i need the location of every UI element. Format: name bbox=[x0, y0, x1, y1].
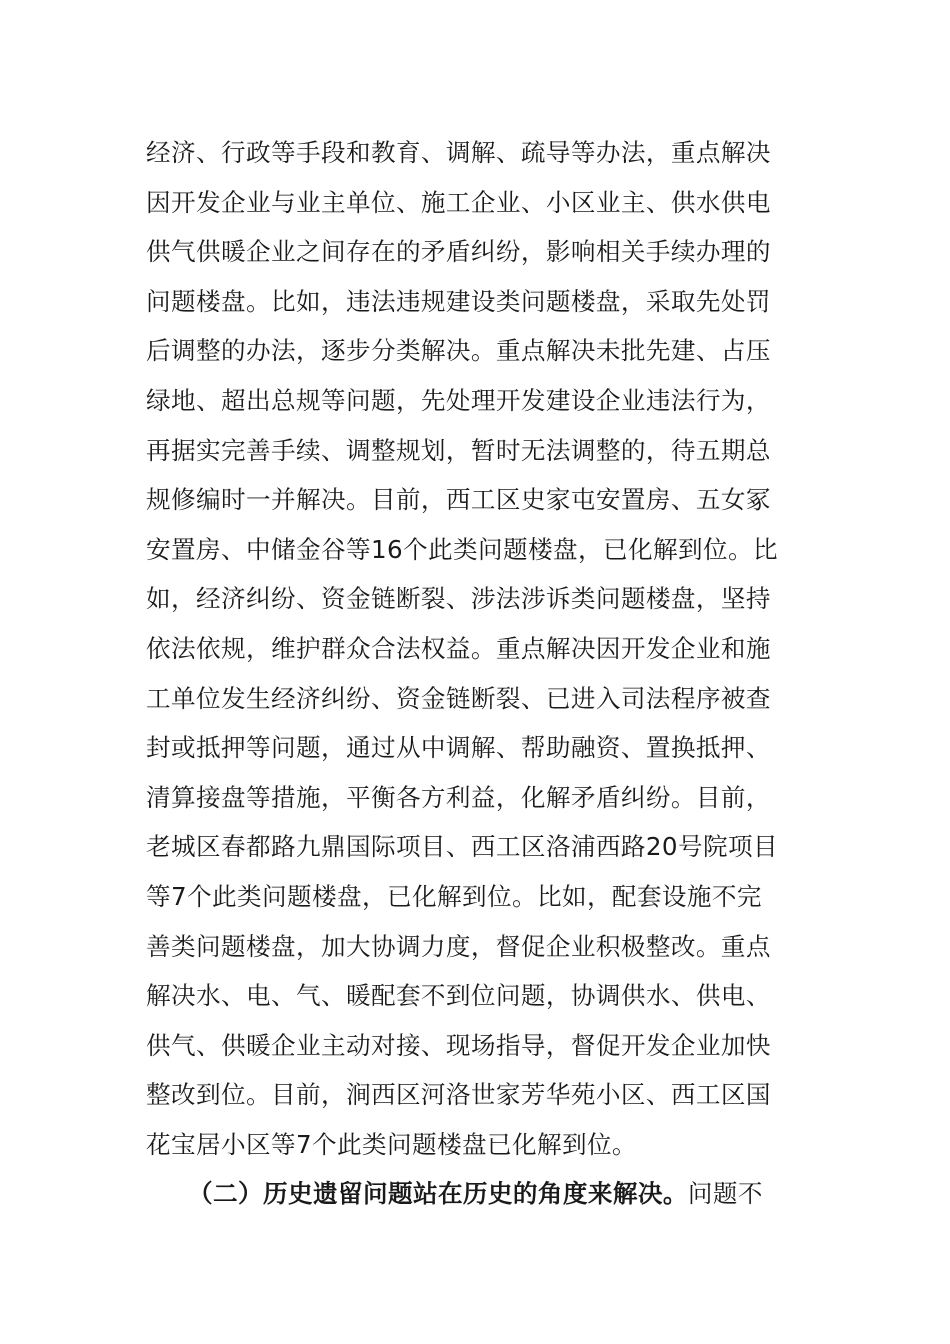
paragraph-line-16: 等7个此类问题楼盘，已化解到位。比如，配套设施不完 bbox=[146, 881, 762, 911]
paragraph-line-11: 依法依规，维护群众合法权益。重点解决因开发企业和施 bbox=[146, 633, 771, 663]
paragraph-line-1: 经济、行政等手段和教育、调解、疏导等办法，重点解决 bbox=[146, 138, 771, 167]
paragraph-line-3: 供气供暖企业之间存在的矛盾纠纷，影响相关手续办理的 bbox=[146, 237, 771, 267]
paragraph-line-21: 花宝居小区等7个此类问题楼盘已化解到位。 bbox=[146, 1129, 637, 1159]
paragraph-line-13: 封或抵押等问题，通过从中调解、帮助融资、置换抵押、 bbox=[146, 733, 771, 763]
paragraph-line-12: 工单位发生经济纠纷、资金链断裂、已进入司法程序被查 bbox=[146, 683, 771, 713]
paragraph-line-9: 安置房、中储金谷等16个此类问题楼盘，已化解到位。比 bbox=[146, 534, 778, 564]
paragraph-line-2: 因开发企业与业主单位、施工企业、小区业主、供水供电 bbox=[146, 187, 771, 217]
paragraph-line-15: 老城区春都路九鼎国际项目、西工区洛浦西路20号院项目 bbox=[146, 832, 778, 862]
paragraph-line-17: 善类问题楼盘，加大协调力度，督促企业积极整改。重点 bbox=[146, 931, 771, 961]
document-body bbox=[146, 128, 806, 1219]
paragraph-line-20: 整改到位。目前，涧西区河洛世家芳华苑小区、西工区国 bbox=[146, 1080, 771, 1110]
paragraph-line-6: 绿地、超出总规等问题，先处理开发建设企业违法行为， bbox=[146, 385, 771, 415]
paragraph-line-4: 问题楼盘。比如，违法违规建设类问题楼盘，采取先处罚 bbox=[146, 286, 771, 316]
paragraph-line-19: 供气、供暖企业主动对接、现场指导，督促开发企业加快 bbox=[146, 1030, 771, 1060]
section-heading-line bbox=[146, 1169, 806, 1219]
section-heading: （二）历史遗留问题站在历史的角度来解决。 bbox=[188, 1179, 688, 1209]
paragraph-line-7: 再据实完善手续、调整规划，暂时无法调整的，待五期总 bbox=[146, 435, 771, 465]
paragraph-line-14: 清算接盘等措施，平衡各方利益，化解矛盾纠纷。目前， bbox=[146, 782, 771, 812]
paragraph-line-10: 如，经济纠纷、资金链断裂、涉法涉诉类问题楼盘，坚持 bbox=[146, 584, 771, 614]
section-continuation: 问题不 bbox=[687, 1179, 763, 1209]
paragraph-line-18: 解决水、电、气、暖配套不到位问题，协调供水、供电、 bbox=[146, 981, 771, 1011]
paragraph-line-5: 后调整的办法，逐步分类解决。重点解决未批先建、占压 bbox=[146, 336, 771, 366]
paragraph-line-8: 规修编时一并解决。目前，西工区史家屯安置房、五女冢 bbox=[146, 485, 771, 515]
